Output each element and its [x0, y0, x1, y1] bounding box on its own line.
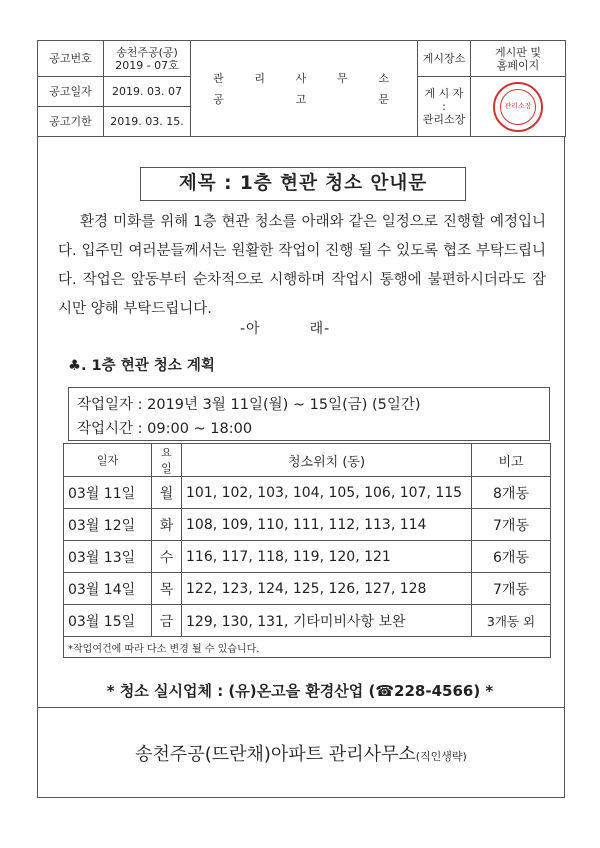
- heading-char: 소: [378, 71, 395, 85]
- notice-no-line1: 송천주공(공): [116, 45, 178, 59]
- official-seal-stamp: [493, 82, 543, 132]
- footer-signature: [38, 740, 564, 766]
- row-date: 03월 13일: [64, 541, 152, 573]
- notice-date-label: 공고일자: [38, 77, 104, 107]
- heading-char: 고: [295, 92, 313, 106]
- row-day: 수: [152, 541, 182, 573]
- notice-no-value: [104, 41, 191, 77]
- row-location: 116, 117, 118, 119, 120, 121: [182, 541, 472, 573]
- footer-office-name: 송천주공(뜨란채)아파트 관리사무소: [135, 744, 416, 765]
- row-location: 108, 109, 110, 111, 112, 113, 114: [182, 509, 472, 541]
- row-day: 목: [152, 573, 182, 605]
- row-location: 101, 102, 103, 104, 105, 106, 107, 115: [182, 477, 472, 509]
- row-date: 03월 14일: [64, 573, 152, 605]
- notice-period-value: 2019. 03. 15.: [104, 107, 191, 137]
- cleaning-schedule-table: [63, 443, 551, 658]
- schedule-box: [68, 387, 550, 441]
- notice-no-line2: 2019 - 07호: [115, 58, 179, 72]
- office-heading-row: [191, 72, 417, 85]
- row-note: 7개동: [472, 573, 551, 605]
- notice-header-table: [37, 40, 566, 137]
- footer-box: [37, 707, 565, 798]
- heading-char: 사: [295, 71, 313, 85]
- work-date: 작업일자 : 2019년 3월 11일(월) ~ 15일(금) (5일간): [77, 397, 421, 413]
- row-date: 03월 12일: [64, 509, 152, 541]
- row-note: 7개동: [472, 509, 551, 541]
- row-date: 03월 11일: [64, 477, 152, 509]
- section-title: ♣. 1층 현관 청소 계획: [68, 358, 215, 374]
- table-footnote-row: [64, 637, 551, 658]
- notice-date-value: 2019. 03. 07: [104, 77, 191, 107]
- seal-text: 관리소장: [504, 102, 532, 110]
- poster-cell: [418, 77, 471, 137]
- notice-body-paragraph: 환경 미화를 위해 1층 현관 청소를 아래와 같은 일정으로 진행할 예정입니다. 입주민 여러분들께서는 원활한 작업이 진행 될 수 있도록 협조 부탁드립니다. 작업은 앞동부터 순차적으로 시행하며 작업시 통행에 불편하시더라도 잠시만 양해 부탁드립니다.: [58, 214, 546, 317]
- column-header: 요일: [152, 444, 182, 477]
- poster-label: 게 시 자: [424, 87, 464, 100]
- seal-inner-ring: [500, 89, 536, 125]
- row-day: 화: [152, 509, 182, 541]
- heading-char: 관: [213, 71, 230, 85]
- notice-body: [58, 208, 546, 324]
- notice-no-label: 공고번호: [38, 41, 104, 77]
- row-day: 금: [152, 605, 182, 637]
- table-row: [64, 509, 551, 541]
- cleaning-vendor: * 청소 실시업체 : (유)온고을 환경산업 (☎228-4566) *: [106, 682, 494, 700]
- poster-value: 관리소장: [422, 113, 466, 126]
- heading-char: 무: [336, 71, 354, 85]
- table-row: [64, 605, 551, 637]
- row-location: 129, 130, 131, 기타미비사항 보완: [182, 605, 472, 637]
- notice-heading-row: [191, 93, 417, 106]
- column-header: 청소위치 (동): [182, 444, 472, 477]
- column-header: 일자: [64, 444, 152, 477]
- below-marker: -아 래-: [240, 321, 331, 337]
- table-row: [64, 573, 551, 605]
- poster-colon: :: [442, 100, 446, 113]
- post-place-line1: 게시판 및: [495, 45, 542, 59]
- footer-seal-omitted: (직인생략): [415, 750, 467, 763]
- table-header-row: [64, 444, 551, 477]
- heading-char: 리: [254, 71, 271, 85]
- office-notice-heading: [191, 41, 418, 137]
- row-day: 월: [152, 477, 182, 509]
- heading-char: 공: [213, 92, 230, 106]
- notice-period-label: 공고기한: [38, 107, 104, 137]
- row-note: 3개동 외: [472, 605, 551, 637]
- work-time: 작업시간 : 09:00 ~ 18:00: [77, 421, 253, 437]
- row-location: 122, 123, 124, 125, 126, 127, 128: [182, 573, 472, 605]
- table-row: [64, 541, 551, 573]
- post-place-line2: 홈페이지: [496, 58, 540, 72]
- row-date: 03월 15일: [64, 605, 152, 637]
- table-row: [64, 477, 551, 509]
- column-header: 비고: [472, 444, 551, 477]
- heading-char: 문: [378, 92, 395, 106]
- post-place-label: 게시장소: [418, 41, 471, 77]
- notice-title: 제목 : 1층 현관 청소 안내문: [140, 167, 466, 201]
- row-note: 6개동: [472, 541, 551, 573]
- row-note: 8개동: [472, 477, 551, 509]
- post-place-value: [471, 41, 566, 77]
- table-footnote: *작업여건에 따라 다소 변경 될 수 있습니다.: [64, 637, 551, 658]
- stamp-cell: [471, 77, 566, 137]
